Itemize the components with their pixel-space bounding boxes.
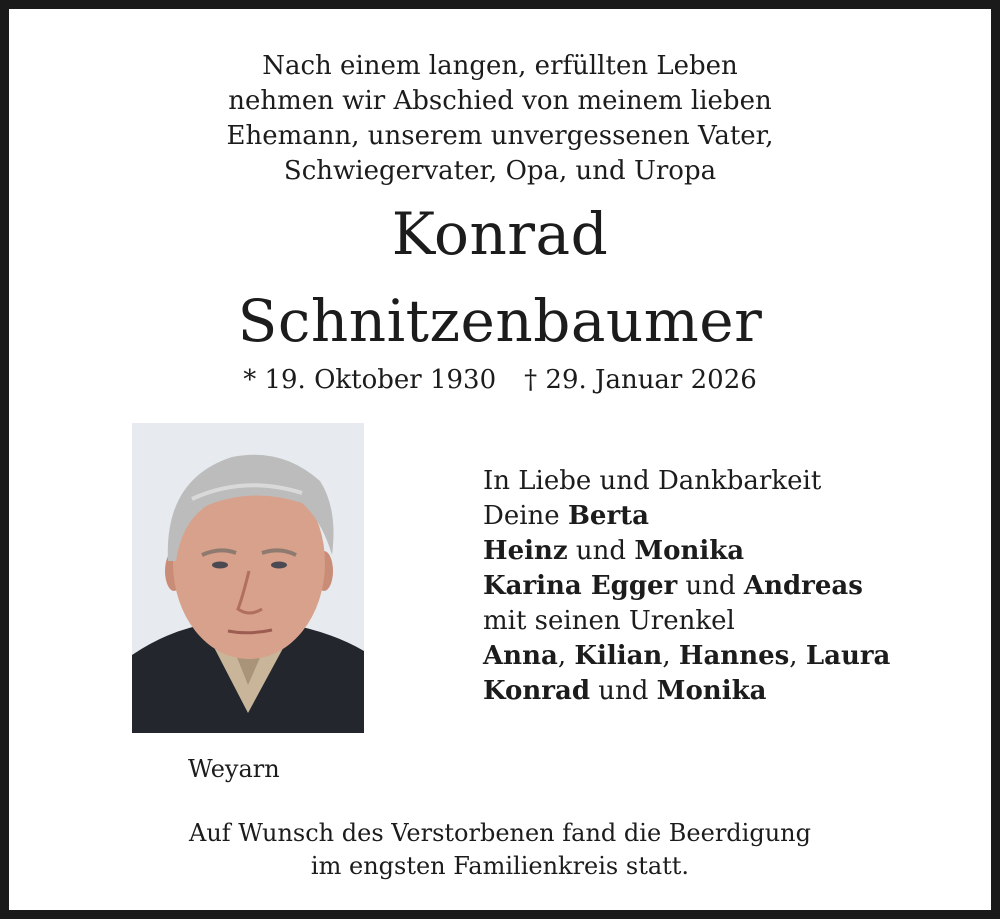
- intro-line: Schwiegervater, Opa, und Uropa: [283, 156, 717, 186]
- portrait-illustration: [132, 423, 364, 733]
- portrait-photo: [132, 423, 364, 733]
- mourner-name: Berta: [567, 501, 650, 531]
- mourners-text: Deine: [483, 501, 568, 531]
- intro-line: Ehemann, unserem unvergessenen Vater,: [226, 121, 774, 151]
- mourners-text: und: [590, 676, 657, 706]
- mourner-name: Kilian: [574, 641, 663, 671]
- mourner-name: Heinz: [483, 536, 568, 566]
- intro-text: [9, 49, 991, 189]
- mourner-name: Hannes: [678, 641, 790, 671]
- mourners-text: und: [677, 571, 744, 601]
- birth-date: * 19. Oktober 1930: [243, 365, 497, 395]
- place-name: Weyarn: [188, 755, 280, 783]
- deceased-first-name: Konrad: [391, 200, 609, 268]
- mourner-name: Konrad: [483, 676, 590, 706]
- mourners-text: ,: [789, 641, 806, 671]
- mourners-line: [483, 674, 890, 709]
- mourners-text: und: [567, 536, 635, 566]
- mourners-line: [483, 499, 890, 534]
- deceased-last-name: Schnitzenbaumer: [237, 287, 763, 355]
- mourner-name: Anna: [483, 641, 558, 671]
- mourners-line: [483, 639, 890, 674]
- closing-line: Auf Wunsch des Verstorbenen fand die Beerdigung: [189, 819, 811, 847]
- mourners-text: ,: [662, 641, 679, 671]
- mourners-line: mit seinen Urenkel: [483, 606, 735, 636]
- mourner-name: Andreas: [743, 571, 863, 601]
- closing-text: [9, 817, 991, 883]
- mourners-line: [483, 534, 890, 569]
- mourners-text: ,: [557, 641, 575, 671]
- intro-line: Nach einem langen, erfüllten Leben: [262, 51, 738, 81]
- life-dates: [9, 365, 991, 395]
- death-date: † 29. Januar 2026: [524, 365, 757, 395]
- closing-line: im engsten Familienkreis statt.: [310, 852, 690, 880]
- mourners-list: [483, 464, 890, 709]
- mourners-line: [483, 569, 890, 604]
- mourners-line: In Liebe und Dankbarkeit: [483, 466, 822, 496]
- mourner-name: Karina Egger: [483, 571, 678, 601]
- intro-line: nehmen wir Abschied von meinem lieben: [228, 86, 772, 116]
- mourner-name: Laura: [805, 641, 891, 671]
- mourner-name: Monika: [634, 536, 745, 566]
- mourner-name: Monika: [656, 676, 767, 706]
